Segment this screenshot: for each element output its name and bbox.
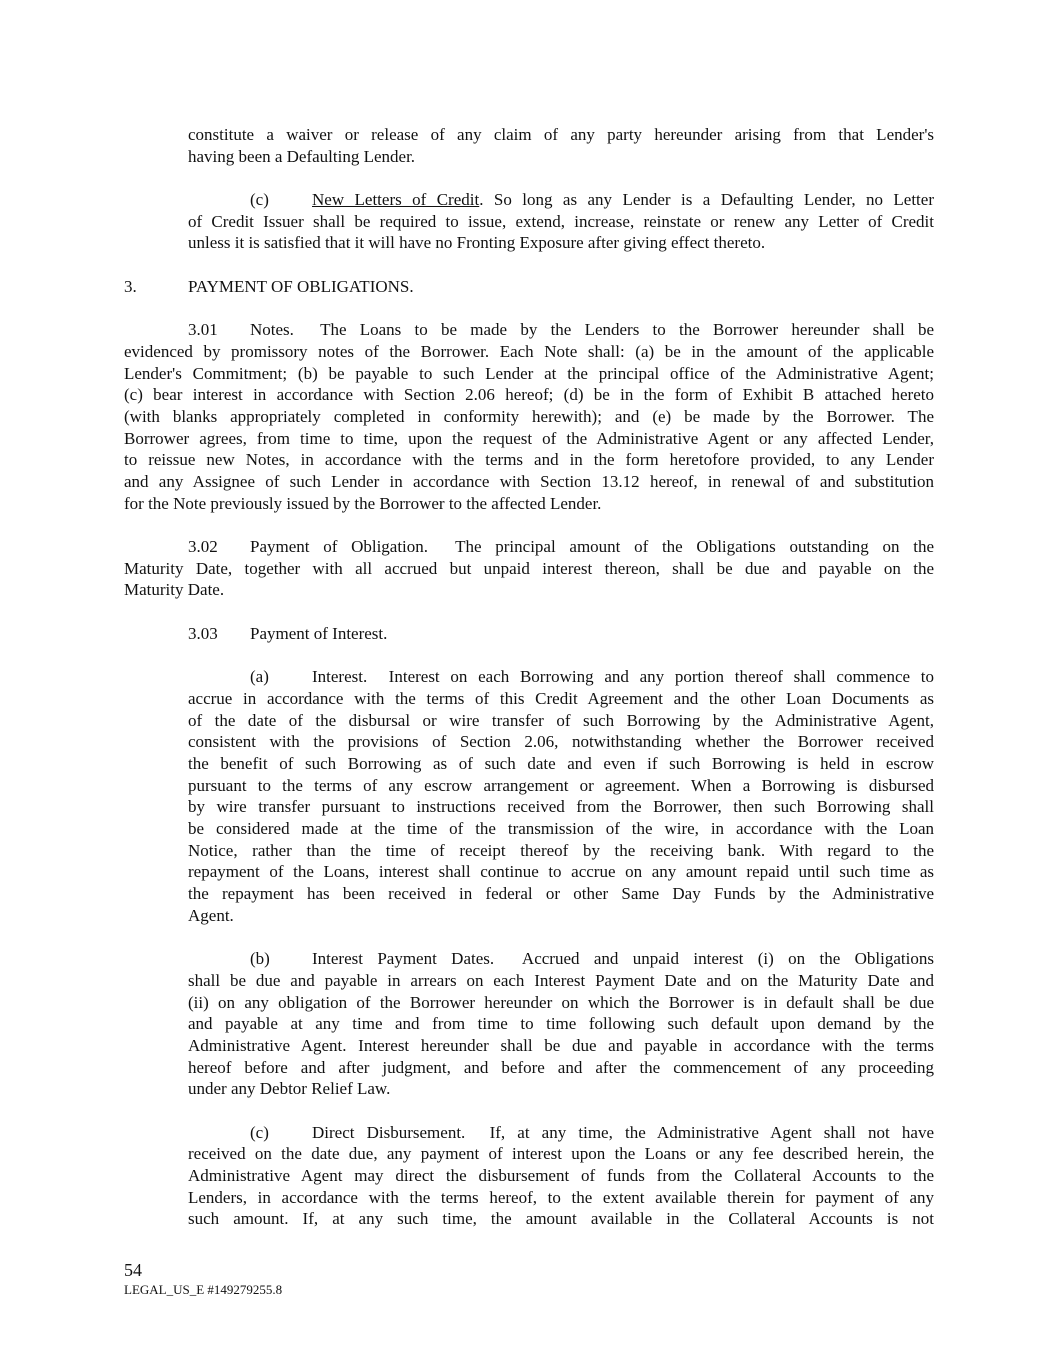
section-number: 3.03 [188, 623, 218, 643]
text-line: to reissue new Notes, in accordance with the terms and in the form heretofore provided, to any Lender [124, 450, 934, 470]
text-line: such amount. If, at any such time, the amount available in the Collateral Accounts is not [188, 1209, 934, 1229]
section-number: 3.02 [188, 537, 218, 557]
text-line: pursuant to the terms of any escrow arrangement or agreement. When a Borrowing is disbursed [188, 775, 934, 795]
text-line [0, 276, 934, 298]
section-number: (c) [250, 1122, 269, 1142]
text-line: unless it is satisfied that it will have no Fronting Exposure after giving effect thereto. [188, 233, 766, 253]
text-line [0, 536, 934, 558]
section-heading-text: PAYMENT OF OBLIGATIONS. [188, 276, 414, 296]
section-number: 3. [124, 276, 137, 296]
section-heading-text: Notes. [250, 320, 294, 340]
document-body [0, 124, 1055, 1252]
paragraph [0, 189, 1055, 254]
paragraph [0, 623, 1055, 645]
text-line: under any Debtor Relief Law. [188, 1079, 391, 1099]
text-line: by wire transfer pursuant to instructions received from the Borrower, then such Borrowing shall [188, 797, 934, 817]
text-line: Notice, rather than the time of receipt thereof by the receiving bank. With regard to the [188, 840, 934, 860]
line-text: Interest on each Borrowing and any portion thereof shall commence to [367, 667, 934, 687]
text-line: (c) bear interest in accordance with Section 2.06 hereof; (d) be in the form of Exhibit B attached hereto [124, 385, 934, 405]
text-line: Borrower agrees, from time to time, upon the request of the Administrative Agent or any affected Lender, [124, 428, 934, 448]
text-line: of the date of the disbursal or wire transfer of such Borrowing by the Administrative Agent, [188, 710, 934, 730]
paragraph [0, 536, 1055, 601]
text-line: Lender's Commitment; (b) be payable to such Lender at the principal office of the Administrative Agent; [124, 363, 934, 383]
text-line: for the Note previously issued by the Borrower to the affected Lender. [124, 493, 602, 513]
text-line: Maturity Date. [124, 580, 225, 600]
text-line: of Credit Issuer shall be required to issue, extend, increase, reinstate or renew any Letter of Credit [188, 211, 934, 231]
text-line: shall be due and payable in arrears on each Interest Payment Date and on the Maturity Date and [188, 970, 934, 990]
text-line: Administrative Agent. Interest hereunder shall be due and payable in accordance with the terms [188, 1035, 934, 1055]
text-line: be considered made at the time of the transmission of the wire, in accordance with the Loan [188, 819, 934, 838]
text-line [0, 623, 934, 645]
text-line: consistent with the provisions of Section 2.06, notwithstanding whether the Borrower received [188, 732, 934, 752]
text-line: Administrative Agent may direct the disbursement of funds from the Collateral Accounts to the [188, 1166, 934, 1185]
text-line: the benefit of such Borrowing as of such date and even if such Borrowing is held in escrow [188, 753, 934, 773]
paragraph [0, 124, 1055, 167]
section-number: (b) [250, 949, 270, 969]
section-heading-text: Payment of Obligation. [250, 537, 429, 557]
section-number: (c) [250, 190, 269, 210]
text-line [0, 189, 934, 211]
text-line: hereof before and after judgment, and before and after the commencement of any proceeding [188, 1057, 934, 1077]
page-footer [124, 1259, 282, 1299]
text-line: Agent. [188, 905, 234, 925]
section-heading-text: Interest. [312, 667, 368, 687]
text-line: and any Assignee of such Lender in accordance with Section 13.12 hereof, in renewal of and substitution [124, 472, 934, 491]
section-heading-text: New Letters of Credit [312, 190, 480, 210]
section-number: (a) [250, 667, 269, 687]
paragraph [0, 666, 1055, 926]
text-line: the repayment has been received in federal or other Same Day Funds by the Administrative [188, 884, 934, 904]
text-line: Maturity Date, together with all accrued but unpaid interest thereon, shall be due and payable on the [124, 558, 934, 578]
section-heading [0, 276, 1055, 298]
text-line: accrue in accordance with the terms of this Credit Agreement and the other Loan Documents as [188, 688, 934, 708]
section-heading-text: Direct Disbursement. [312, 1122, 466, 1142]
line-text: If, at any time, the Administrative Agent shall not have [465, 1122, 934, 1142]
text-line: (with blanks appropriately completed in conformity herewith); and (e) be made by the Borrower. The [124, 406, 934, 426]
line-text: The principal amount of the Obligations outstanding on the [428, 537, 934, 557]
document-id: LEGAL_US_E #149279255.8 [124, 1282, 283, 1297]
paragraph [0, 1122, 1055, 1230]
text-line: and payable at any time and from time to time following such default upon demand by the [188, 1014, 934, 1034]
text-line [0, 319, 934, 341]
text-line: Lenders, in accordance with the terms hereof, to the extent available therein for payment of any [188, 1187, 934, 1207]
text-line [0, 1122, 934, 1144]
text-line: received on the date due, any payment of interest upon the Loans or any fee described herein, the [188, 1144, 934, 1164]
text-line: repayment of the Loans, interest shall continue to accrue on any amount repaid until such time as [188, 862, 934, 882]
line-text: Accrued and unpaid interest (i) on the Obligations [494, 949, 934, 969]
section-number: 3.01 [188, 320, 218, 340]
section-heading-text: Interest Payment Dates. [312, 949, 495, 969]
paragraph [0, 319, 1055, 514]
paragraph [0, 948, 1055, 1100]
section-heading-text: Payment of Interest. [250, 623, 388, 643]
text-line [0, 948, 934, 970]
text-line: (ii) on any obligation of the Borrower hereunder on which the Borrower is in default shall be due [188, 992, 934, 1012]
line-text: The Loans to be made by the Lenders to the Borrower hereunder shall be [293, 320, 934, 340]
text-line: constitute a waiver or release of any claim of any party hereunder arising from that Lender's [188, 125, 934, 144]
text-line: having been a Defaulting Lender. [188, 146, 416, 166]
text-line: evidenced by promissory notes of the Borrower. Each Note shall: (a) be in the amount of the applicable [124, 341, 934, 361]
text-line [0, 666, 934, 688]
page-number: 54 [124, 1260, 142, 1280]
line-text: . So long as any Lender is a Defaulting Lender, no Letter [479, 190, 934, 210]
